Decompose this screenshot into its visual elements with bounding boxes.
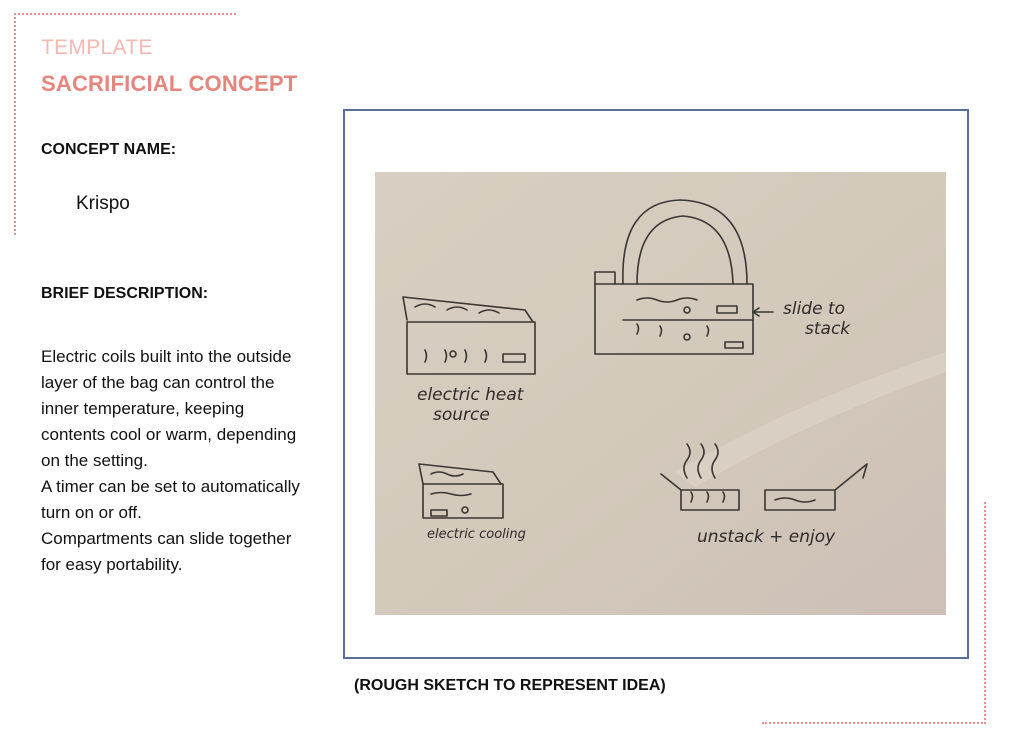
annotation-unstack-enjoy: unstack + enjoy: [697, 527, 836, 547]
concept-name-value: Krispo: [76, 193, 130, 214]
brief-description-label: BRIEF DESCRIPTION:: [41, 285, 209, 302]
description-paragraph: Electric coils built into the outside layer of the bag can control the inner temperature, keeping contents cool or warm, depending on the setting.: [41, 347, 297, 470]
decorative-dotted-border-left: [14, 13, 16, 235]
template-label: TEMPLATE: [41, 36, 153, 59]
description-paragraph: A timer can be set to automatically turn on or off.: [41, 477, 300, 522]
annotation-source-line: source: [433, 405, 490, 425]
decorative-dotted-border-bottom: [762, 722, 986, 724]
decorative-dotted-border-right: [984, 502, 986, 724]
annotation-stack-line: stack: [805, 319, 851, 339]
description-paragraph: Compartments can slide together for easy portability.: [41, 529, 292, 574]
annotation-slide-line: slide to: [783, 299, 846, 319]
page-title: SACRIFICIAL CONCEPT: [41, 71, 298, 96]
decorative-dotted-border-top: [14, 13, 236, 15]
sketch-photo: [375, 172, 946, 615]
concept-name-label: CONCEPT NAME:: [41, 141, 177, 158]
sketch-caption: (ROUGH SKETCH TO REPRESENT IDEA): [354, 677, 666, 694]
brief-description-text: [41, 344, 311, 578]
annotation-heat-line: electric heat: [417, 385, 524, 405]
annotation-electric-cooling: electric cooling: [427, 527, 526, 542]
